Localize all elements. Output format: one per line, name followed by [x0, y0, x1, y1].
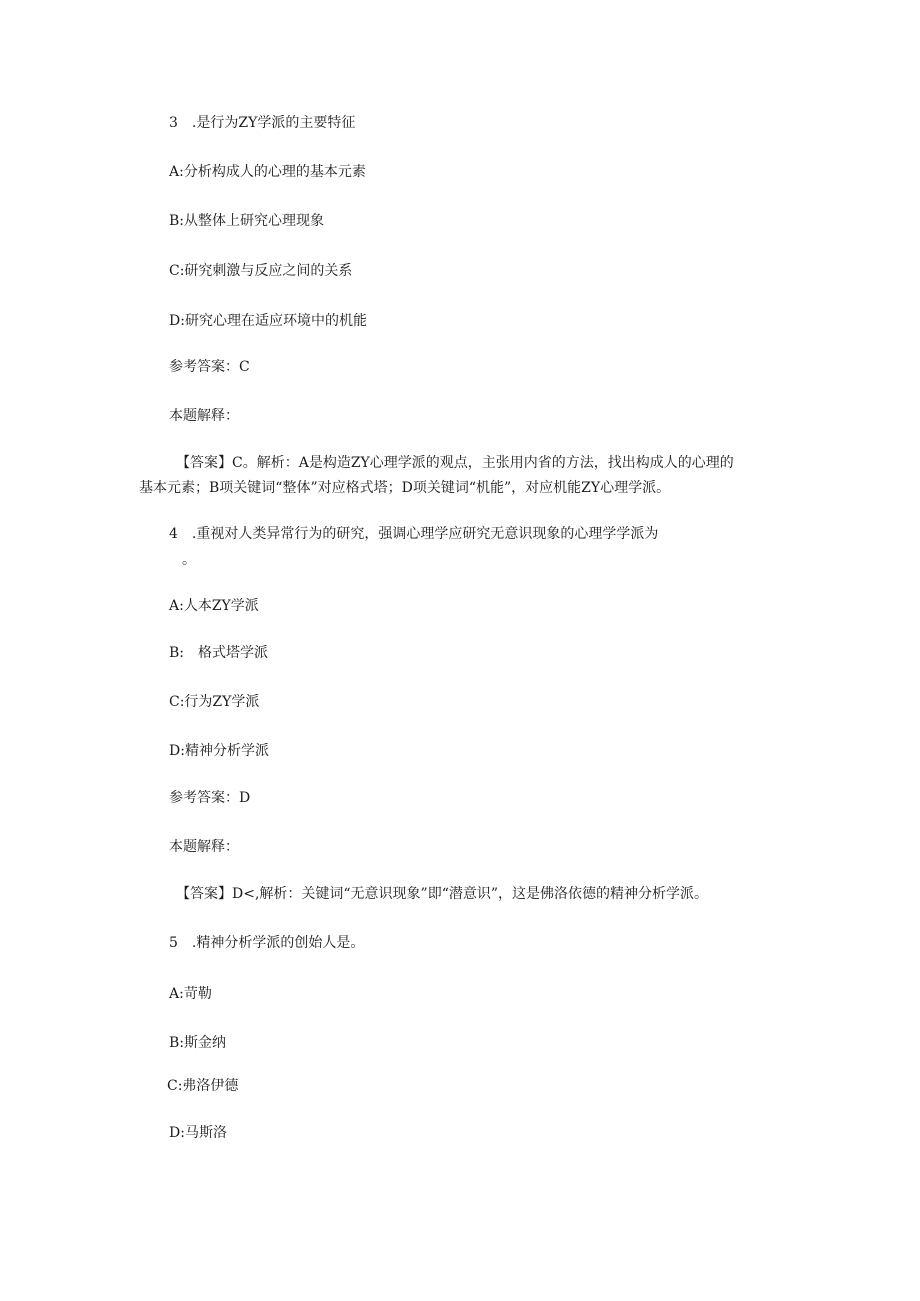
q3-stem: 3 .是行为ZY学派的主要特征: [169, 115, 356, 131]
q5-option-a: A:苛勒: [169, 986, 212, 1002]
q3-explain-label: 本题解释：: [169, 408, 239, 424]
q4-answer: 参考答案：D: [169, 790, 251, 806]
q4-explain-label: 本题解释：: [169, 839, 239, 855]
q3-answer: 参考答案：C: [169, 359, 250, 375]
q3-option-a: A:分析构成人的心理的基本元素: [169, 164, 366, 180]
q3-explanation-line2: 基本元素；B项关键词“整体”对应格式塔；D项关键词“机能”，对应机能ZY心理学派。: [139, 480, 671, 496]
q3-option-c: C:研究刺激与反应之间的关系: [169, 263, 353, 279]
q4-explanation: 【答案】D<,解析：关键词“无意识现象”即“潜意识”，这是佛洛依德的精神分析学派。: [176, 886, 709, 902]
q4-option-c: C:行为ZY学派: [169, 694, 260, 710]
q5-stem: 5 .精神分析学派的创始人是。: [169, 935, 365, 951]
q3-option-d: D:研究心理在适应环境中的机能: [169, 313, 367, 329]
q5-option-c: C:弗洛伊德: [167, 1078, 239, 1094]
q4-stem: 4 .重视对人类异常行为的研究，强调心理学应研究无意识现象的心理学学派为: [169, 526, 659, 542]
q4-stem-continuation: 。: [182, 552, 196, 568]
q4-option-b: B: 格式塔学派: [169, 645, 269, 661]
q4-option-d: D:精神分析学派: [169, 743, 269, 759]
q4-option-a: A:人本ZY学派: [169, 598, 259, 614]
q5-option-b: B:斯金纳: [169, 1035, 227, 1051]
q3-explanation-line1: 【答案】C。解析：A是构造ZY心理学派的观点，主张用内省的方法，找出构成人的心理的: [176, 455, 734, 471]
q5-option-d: D:马斯洛: [169, 1125, 227, 1141]
q3-option-b: B:从整体上研究心理现象: [169, 213, 325, 229]
